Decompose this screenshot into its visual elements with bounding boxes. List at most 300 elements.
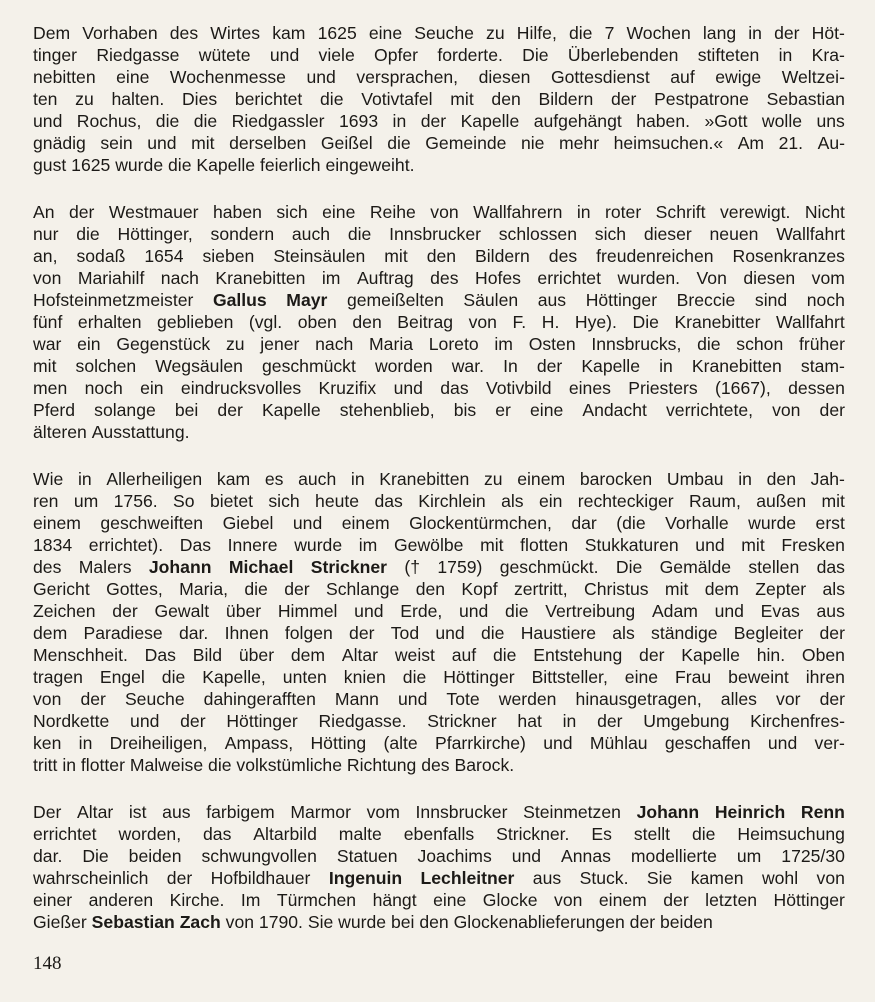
word: Von [696, 268, 727, 288]
word: kam [272, 23, 306, 43]
word: Säulen [463, 290, 519, 310]
word: Es [591, 824, 612, 844]
word: eines [568, 378, 611, 398]
word: zu [225, 334, 245, 354]
word: um [736, 846, 762, 866]
word: von [554, 890, 583, 910]
word: an, [33, 246, 58, 266]
word: im [494, 334, 513, 354]
word: außen [756, 491, 807, 511]
word: Beitrag [397, 312, 454, 332]
word: 1693 [338, 111, 379, 131]
word: kam [216, 469, 251, 489]
word: Begleiter [733, 623, 804, 643]
word: stam- [800, 356, 845, 376]
word: zu [75, 89, 94, 109]
word: (alte [383, 733, 418, 753]
word: sind [754, 290, 788, 310]
text-line [33, 666, 845, 688]
word: Adam [651, 601, 698, 621]
bold-name-word: Heinrich [714, 802, 786, 822]
word: nur [33, 224, 59, 244]
text-line [33, 22, 845, 44]
text-line [33, 267, 845, 289]
word: sich [268, 491, 300, 511]
word: Riedgasse [96, 45, 180, 65]
word: Vorhaben [82, 23, 158, 43]
word: in [778, 45, 793, 65]
word: Maria [369, 334, 414, 354]
word: tritt [33, 755, 63, 775]
word: Gießer [33, 912, 92, 932]
word: worden, [118, 824, 182, 844]
word: Kirchlein [418, 491, 486, 511]
word: fünf [33, 312, 63, 332]
word: sieben [202, 246, 255, 266]
word: Wegsäulen [155, 356, 243, 376]
word: eindrucksvolles [180, 378, 302, 398]
word: Statuen [336, 846, 398, 866]
word: solchen [75, 356, 137, 376]
word: Seuche [124, 689, 185, 709]
word: geblieben [157, 312, 234, 332]
word: Seuche [414, 23, 474, 43]
word: in [576, 202, 591, 222]
text-line [33, 399, 845, 421]
word: und [767, 733, 798, 753]
word: als [822, 579, 845, 599]
word: wütete [198, 45, 251, 65]
word: hat [517, 711, 542, 731]
word: und [511, 846, 542, 866]
text-line [33, 490, 845, 512]
word: Votivtafel [361, 89, 433, 109]
word: Priesters [628, 378, 698, 398]
word: Hofbildhauer [210, 868, 311, 888]
word: wurde [338, 912, 391, 932]
word: in [748, 23, 762, 43]
word: Breccie [676, 290, 736, 310]
word: die [347, 224, 372, 244]
word: Opfer [374, 45, 419, 65]
word: ist [128, 802, 147, 822]
word: und [714, 601, 744, 621]
word: Sebastian [766, 89, 845, 109]
word: von [225, 912, 259, 932]
text-line [33, 333, 845, 355]
word: und [695, 535, 725, 555]
word: auf [451, 645, 477, 665]
word: 21. [778, 133, 804, 153]
word: schlossen [498, 224, 577, 244]
word: unten [282, 667, 327, 687]
word: vor [776, 689, 801, 709]
word: Rosenkranzes [732, 246, 845, 266]
word: 1625 [317, 23, 357, 43]
word: wolle [761, 111, 803, 131]
word: Osten [528, 334, 576, 354]
word: Am [737, 133, 765, 153]
word: in [62, 755, 81, 775]
word: mit [33, 356, 57, 376]
word: verrichtete, [665, 400, 754, 420]
word: im [321, 268, 341, 288]
text-line [33, 911, 845, 933]
word: hinausgetragen, [575, 689, 702, 709]
word: haben [212, 202, 262, 222]
word: beweint [728, 667, 789, 687]
word: in [738, 469, 752, 489]
word: Kranebitten [215, 268, 306, 288]
word: wurde [748, 513, 797, 533]
word: auf [670, 67, 695, 87]
word: Richtung [346, 755, 422, 775]
word: sondern [210, 224, 275, 244]
word: Zepter [755, 579, 807, 599]
word: Dem [33, 23, 71, 43]
word: viele [318, 45, 355, 65]
word: früher [798, 334, 845, 354]
text-line [33, 622, 845, 644]
text-line [33, 845, 845, 867]
word: älteren [33, 422, 92, 442]
word: von [33, 268, 62, 288]
word: Gewölbe [393, 535, 464, 555]
word: und [306, 67, 336, 87]
word: Innsbrucks, [591, 334, 682, 354]
word: Wallfahrt [776, 312, 845, 332]
word: Höttinger [585, 290, 658, 310]
word: Paradiese [83, 623, 163, 643]
word: Kapelle [196, 155, 260, 175]
word: einem [341, 513, 390, 533]
word: freudenreichen [596, 246, 714, 266]
word: Strickner [427, 711, 497, 731]
word: mit [821, 491, 845, 511]
word: ten [33, 89, 58, 109]
word: Ihnen [224, 623, 269, 643]
word: 1625 [71, 155, 116, 175]
word: und [543, 733, 573, 753]
word: Höt- [811, 23, 845, 43]
word: Stukkaturen [584, 535, 679, 555]
word: barocken [579, 469, 653, 489]
word: das [816, 557, 845, 577]
word: Innere [227, 535, 278, 555]
word: ein [538, 491, 563, 511]
word: der [819, 689, 845, 709]
text-line [33, 754, 845, 776]
word: Schrift [655, 202, 706, 222]
word: dem [290, 645, 326, 665]
word: von [468, 312, 497, 332]
word: hin. [756, 645, 786, 665]
word: die [697, 334, 721, 354]
word: flotten [520, 535, 569, 555]
word: diesen [478, 67, 531, 87]
word: 1725/30 [781, 846, 845, 866]
page-number: 148 [33, 953, 62, 974]
word: folgen [284, 623, 333, 643]
word: in [659, 356, 673, 376]
word: 1756. [113, 491, 158, 511]
word: Gericht [33, 579, 90, 599]
word: geschaffen [664, 733, 751, 753]
word: bei [174, 400, 199, 420]
word: berichtet [234, 89, 303, 109]
text-line [33, 377, 845, 399]
word: Malweise [129, 755, 209, 775]
word: Nordkette [33, 711, 110, 731]
word: der [819, 400, 845, 420]
word: der [774, 23, 800, 43]
word: als [501, 491, 524, 511]
word: der [180, 711, 206, 731]
word: derselben [229, 133, 307, 153]
word: Umgebung [643, 711, 730, 731]
word: Glocke [482, 890, 538, 910]
word: eine [530, 400, 564, 420]
word: der [284, 579, 310, 599]
word: Jah- [810, 469, 845, 489]
word: die [193, 111, 218, 131]
word: er [495, 400, 511, 420]
paragraph [33, 22, 845, 176]
word: und [354, 601, 384, 621]
word: der [610, 89, 637, 109]
word: Bild [192, 645, 223, 665]
word: Kranebitten [379, 469, 470, 489]
word: Pestpatrone [654, 89, 749, 109]
word: aus [537, 290, 567, 310]
word: im [358, 535, 378, 555]
word: ein [77, 334, 101, 354]
word: Wallfahrt [776, 224, 845, 244]
word: und [33, 111, 63, 131]
word: gemeißelten [346, 290, 444, 310]
word: die [568, 23, 593, 43]
text-line [33, 710, 845, 732]
word: heimsuchen.« [613, 133, 724, 153]
word: Steinsäulen [273, 246, 366, 266]
word: ihren [805, 667, 845, 687]
word: dessen [788, 378, 845, 398]
word: Kirchenfres- [750, 711, 845, 731]
word: Christus [584, 579, 649, 599]
word: neuen [709, 224, 759, 244]
word: aufgehängt [533, 111, 622, 131]
word: den [419, 912, 454, 932]
word: nie [520, 133, 545, 153]
text-line [33, 823, 845, 845]
word: Das [144, 645, 176, 665]
text-line [33, 468, 845, 490]
word: wurde [115, 155, 168, 175]
word: Mühlau [589, 733, 648, 753]
word: solange [94, 400, 156, 420]
word: Geißel [320, 133, 373, 153]
word: modellierte [630, 846, 717, 866]
word: der [349, 623, 375, 643]
word: ren [33, 491, 59, 511]
text-line [33, 644, 845, 666]
word: Bildern [538, 89, 594, 109]
word: Himmel [277, 601, 338, 621]
word: den [415, 579, 446, 599]
word: eine [322, 202, 356, 222]
word: die [155, 111, 180, 131]
word: Dies [181, 89, 218, 109]
word: gnädig [33, 133, 86, 153]
word: geschmückt. [499, 557, 599, 577]
word: Maria, [179, 579, 229, 599]
word: Kapelle [681, 645, 740, 665]
word: erhalten [77, 312, 142, 332]
word: Giebel [222, 513, 274, 533]
word: als [612, 623, 635, 643]
word: dem [704, 579, 739, 599]
word: in [77, 469, 92, 489]
word: (1667), [715, 378, 771, 398]
word: Bittsteller, [531, 667, 608, 687]
word: und [292, 513, 323, 533]
word: den [491, 89, 521, 109]
word: oben [297, 312, 337, 332]
text-line [33, 889, 845, 911]
word: eine [433, 890, 467, 910]
word: ein [140, 378, 164, 398]
word: forderte. [437, 45, 503, 65]
word: der [819, 623, 845, 643]
word: Hye). [574, 312, 617, 332]
word: Au- [817, 133, 845, 153]
word: worden [374, 356, 433, 376]
word: stellen [748, 557, 800, 577]
word: (vgl. [248, 312, 283, 332]
word: In [503, 356, 518, 376]
word: 1654 [144, 246, 184, 266]
word: von [430, 202, 459, 222]
text-line [33, 688, 845, 710]
word: († [404, 557, 421, 577]
word: Andacht [582, 400, 647, 420]
word: Strickner. [496, 824, 570, 844]
word: Kapelle [460, 111, 520, 131]
word: Im [240, 890, 261, 910]
word: und [435, 623, 465, 643]
word: Westmauer [108, 202, 199, 222]
word: Riedgasse. [318, 711, 407, 731]
word: anderen [88, 890, 154, 910]
paragraph [33, 801, 845, 933]
word: einem [33, 513, 81, 533]
word: dahingerafften [203, 689, 316, 709]
word: Raum, [689, 491, 741, 511]
word: Bildern [475, 246, 530, 266]
word: ebenfalls [403, 824, 475, 844]
word: des [430, 268, 459, 288]
word: Gewalt [154, 601, 210, 621]
word: zu [483, 469, 503, 489]
word: Pfarrkirche) [435, 733, 526, 753]
word: Gemälde [659, 557, 732, 577]
word: geschmückt [262, 356, 356, 376]
word: Die [522, 45, 549, 65]
word: Kapelle, [202, 667, 266, 687]
word: Altar [341, 645, 379, 665]
text-line [33, 421, 845, 443]
word: errichtet [33, 824, 97, 844]
word: stehenblieb, [339, 400, 435, 420]
word: Die [82, 846, 109, 866]
word: jener [260, 334, 300, 354]
word: den [352, 312, 382, 332]
word: eine [368, 23, 403, 43]
word: des [548, 246, 578, 266]
word: Kapelle [261, 400, 321, 420]
word: Nicht [804, 202, 845, 222]
word: Loreto [428, 334, 479, 354]
word: des [421, 755, 455, 775]
word: Dreiheiligen, [109, 733, 208, 753]
word: farbigem [206, 802, 275, 822]
word: die [244, 579, 268, 599]
word: Mariahilf [77, 268, 145, 288]
text-line [33, 355, 845, 377]
word: Altar [77, 802, 114, 822]
word: Pferd [33, 400, 76, 420]
word: H. [541, 312, 560, 332]
word: mit [480, 535, 504, 555]
word: mehr [558, 133, 600, 153]
word: ewige [715, 67, 762, 87]
word: der [536, 356, 563, 376]
word: Auftrag [356, 268, 414, 288]
text-line [33, 867, 845, 889]
word: F. [512, 312, 527, 332]
word: einem [598, 890, 647, 910]
word: Rochus, [76, 111, 142, 131]
word: mit [741, 535, 765, 555]
word: »Gott [704, 111, 748, 131]
word: aus [532, 868, 562, 888]
word: und [393, 378, 423, 398]
word: die [168, 155, 197, 175]
word: aus [816, 601, 845, 621]
word: dieser [643, 224, 692, 244]
word: dem [33, 623, 68, 643]
word: wahrscheinlich [33, 868, 149, 888]
word: Kranebitter [674, 312, 761, 332]
word: einem [517, 469, 566, 489]
text-line [33, 201, 845, 223]
word: dar. [33, 846, 63, 866]
word: Tote [446, 689, 480, 709]
word: knien [343, 667, 386, 687]
word: gust [33, 155, 72, 175]
word: 1759) [437, 557, 483, 577]
word: mit [191, 133, 215, 153]
word: werden [498, 689, 557, 709]
word: die [76, 224, 100, 244]
word: der [629, 912, 660, 932]
text-line [33, 66, 845, 88]
word: Höttinger [226, 711, 298, 731]
word: Joachims [417, 846, 492, 866]
word: tragen [33, 667, 83, 687]
word: es [264, 469, 284, 489]
word: flotter [80, 755, 130, 775]
